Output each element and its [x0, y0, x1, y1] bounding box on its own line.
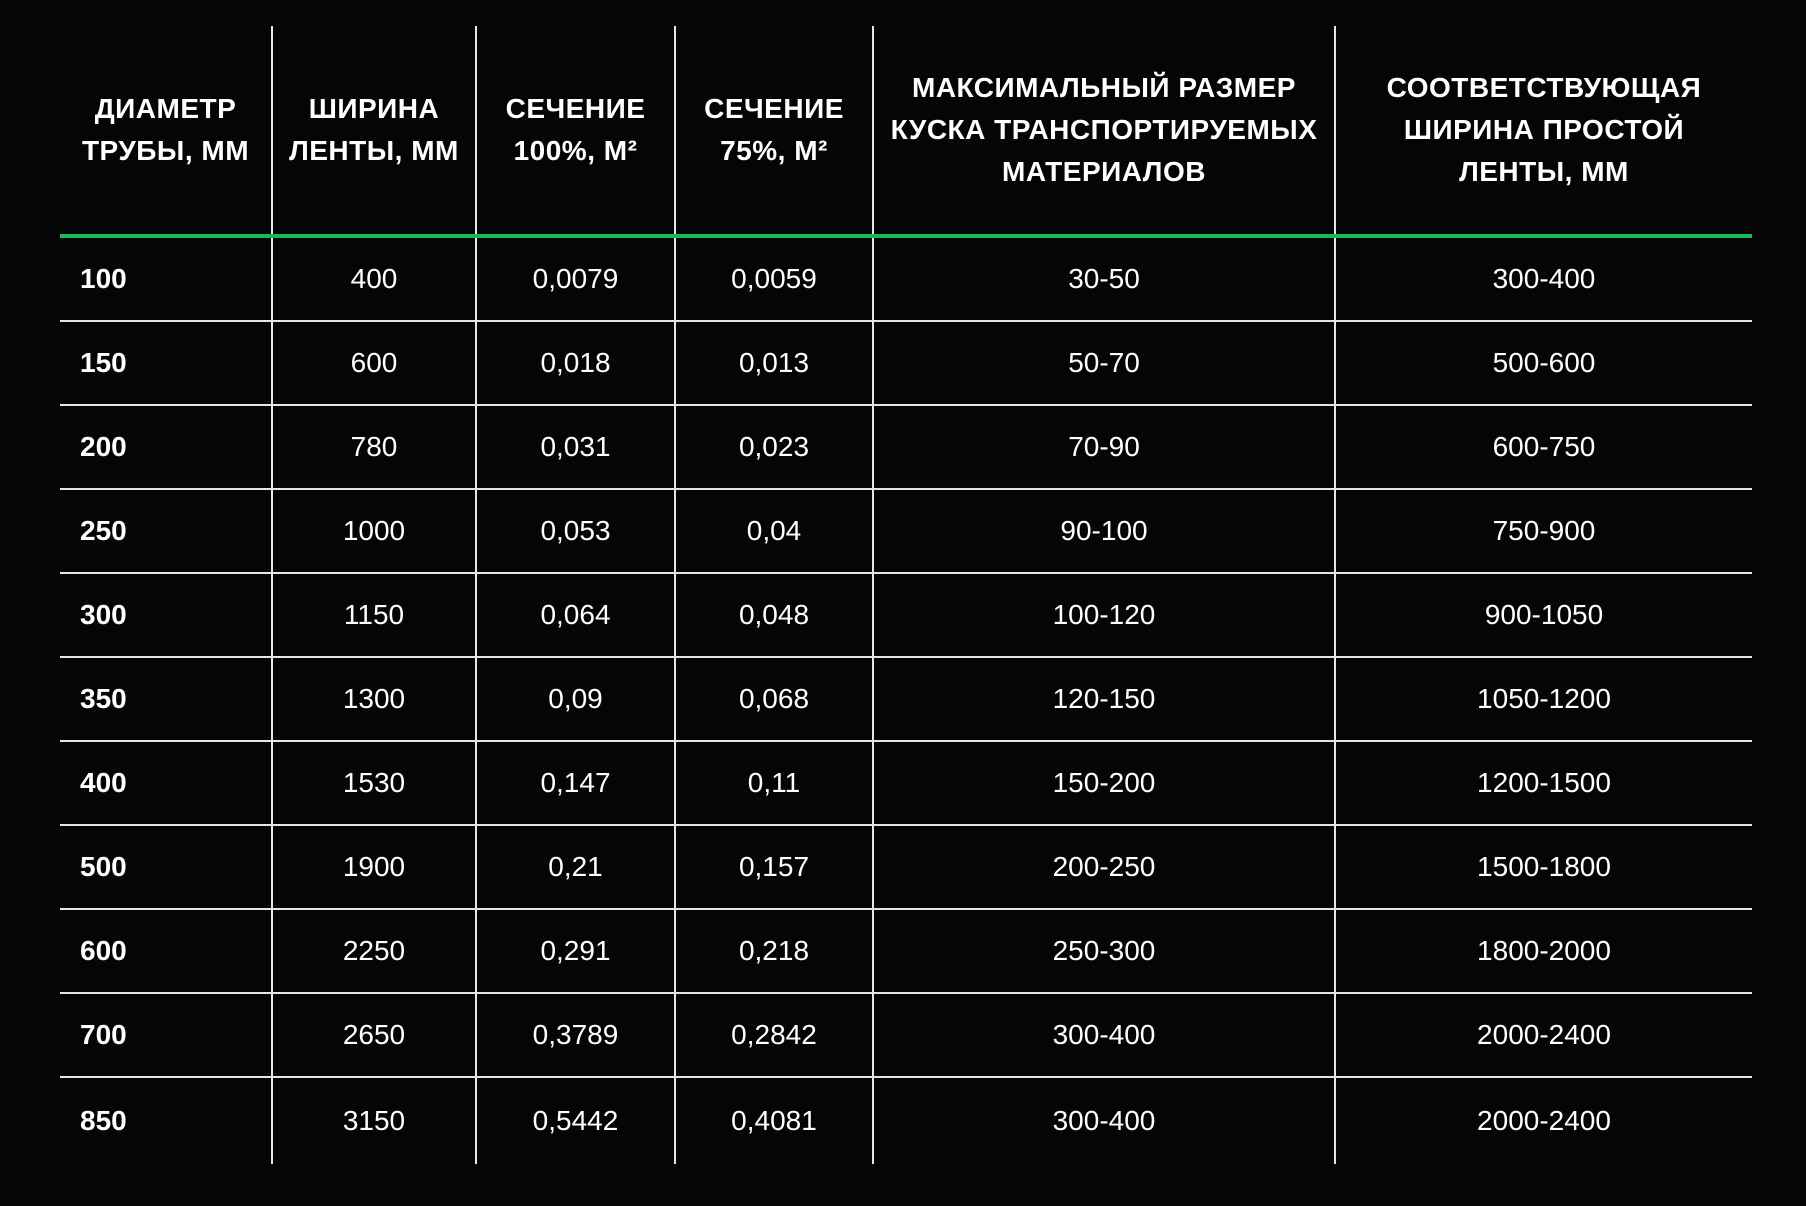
cell-belt-width: 3150: [272, 1077, 476, 1164]
cell-section-100: 0,3789: [476, 993, 675, 1077]
table-row: [60, 321, 1752, 405]
cell-equivalent-belt-width: 2000-2400: [1335, 1077, 1752, 1164]
table-body: [60, 236, 1752, 1164]
header-pipe-diameter: ДИАМЕТР ТРУБЫ, ММ: [60, 26, 272, 236]
cell-max-lump-size: 250-300: [873, 909, 1335, 993]
cell-equivalent-belt-width: 1050-1200: [1335, 657, 1752, 741]
cell-pipe-diameter: 700: [60, 993, 272, 1077]
cell-section-100: 0,053: [476, 489, 675, 573]
cell-section-75: 0,013: [675, 321, 873, 405]
cell-max-lump-size: 100-120: [873, 573, 1335, 657]
table-row: [60, 741, 1752, 825]
cell-belt-width: 1900: [272, 825, 476, 909]
table-row: [60, 1077, 1752, 1164]
cell-max-lump-size: 300-400: [873, 1077, 1335, 1164]
cell-pipe-diameter: 150: [60, 321, 272, 405]
cell-section-75: 0,023: [675, 405, 873, 489]
cell-equivalent-belt-width: 750-900: [1335, 489, 1752, 573]
cell-pipe-diameter: 250: [60, 489, 272, 573]
cell-equivalent-belt-width: 300-400: [1335, 236, 1752, 321]
cell-max-lump-size: 300-400: [873, 993, 1335, 1077]
cell-section-75: 0,0059: [675, 236, 873, 321]
table-row: [60, 825, 1752, 909]
header-section-75: СЕЧЕНИЕ 75%, М²: [675, 26, 873, 236]
cell-section-100: 0,064: [476, 573, 675, 657]
cell-equivalent-belt-width: 1200-1500: [1335, 741, 1752, 825]
table-row: [60, 573, 1752, 657]
table-row: [60, 236, 1752, 321]
spec-table: [60, 26, 1752, 1164]
cell-belt-width: 1000: [272, 489, 476, 573]
header-section-100: СЕЧЕНИЕ 100%, М²: [476, 26, 675, 236]
cell-max-lump-size: 30-50: [873, 236, 1335, 321]
cell-pipe-diameter: 850: [60, 1077, 272, 1164]
table-row: [60, 489, 1752, 573]
cell-section-75: 0,068: [675, 657, 873, 741]
cell-max-lump-size: 70-90: [873, 405, 1335, 489]
cell-section-75: 0,157: [675, 825, 873, 909]
cell-section-75: 0,048: [675, 573, 873, 657]
header-belt-width: ШИРИНА ЛЕНТЫ, ММ: [272, 26, 476, 236]
cell-belt-width: 600: [272, 321, 476, 405]
cell-pipe-diameter: 400: [60, 741, 272, 825]
cell-equivalent-belt-width: 2000-2400: [1335, 993, 1752, 1077]
cell-belt-width: 400: [272, 236, 476, 321]
cell-section-100: 0,147: [476, 741, 675, 825]
cell-section-100: 0,018: [476, 321, 675, 405]
cell-equivalent-belt-width: 500-600: [1335, 321, 1752, 405]
spec-table-container: [60, 26, 1752, 1164]
header-equivalent-belt-width: СООТВЕТСТВУЮЩАЯ ШИРИНА ПРОСТОЙ ЛЕНТЫ, ММ: [1335, 26, 1752, 236]
cell-pipe-diameter: 600: [60, 909, 272, 993]
cell-section-100: 0,09: [476, 657, 675, 741]
cell-belt-width: 1300: [272, 657, 476, 741]
cell-max-lump-size: 120-150: [873, 657, 1335, 741]
cell-equivalent-belt-width: 1800-2000: [1335, 909, 1752, 993]
cell-pipe-diameter: 500: [60, 825, 272, 909]
table-row: [60, 993, 1752, 1077]
cell-section-100: 0,031: [476, 405, 675, 489]
cell-section-75: 0,04: [675, 489, 873, 573]
header-row: [60, 26, 1752, 236]
cell-equivalent-belt-width: 1500-1800: [1335, 825, 1752, 909]
cell-max-lump-size: 90-100: [873, 489, 1335, 573]
table-row: [60, 657, 1752, 741]
cell-pipe-diameter: 200: [60, 405, 272, 489]
table-row: [60, 405, 1752, 489]
cell-equivalent-belt-width: 600-750: [1335, 405, 1752, 489]
table-header: [60, 26, 1752, 236]
cell-equivalent-belt-width: 900-1050: [1335, 573, 1752, 657]
cell-section-100: 0,21: [476, 825, 675, 909]
header-max-lump-size: МАКСИМАЛЬНЫЙ РАЗМЕР КУСКА ТРАНСПОРТИРУЕМЫХ МАТЕРИАЛОВ: [873, 26, 1335, 236]
cell-section-75: 0,218: [675, 909, 873, 993]
cell-section-100: 0,0079: [476, 236, 675, 321]
cell-belt-width: 1530: [272, 741, 476, 825]
cell-section-100: 0,5442: [476, 1077, 675, 1164]
cell-pipe-diameter: 100: [80, 263, 127, 294]
cell-section-100: 0,291: [476, 909, 675, 993]
cell-max-lump-size: 150-200: [873, 741, 1335, 825]
cell-section-75: 0,4081: [675, 1077, 873, 1164]
cell-belt-width: 2650: [272, 993, 476, 1077]
cell-pipe-diameter: 300: [60, 573, 272, 657]
cell-belt-width: 2250: [272, 909, 476, 993]
cell-pipe-diameter: 350: [60, 657, 272, 741]
cell-belt-width: 1150: [272, 573, 476, 657]
cell-belt-width: 780: [272, 405, 476, 489]
cell-max-lump-size: 50-70: [873, 321, 1335, 405]
cell-max-lump-size: 200-250: [873, 825, 1335, 909]
cell-section-75: 0,2842: [675, 993, 873, 1077]
table-row: [60, 909, 1752, 993]
cell-section-75: 0,11: [675, 741, 873, 825]
